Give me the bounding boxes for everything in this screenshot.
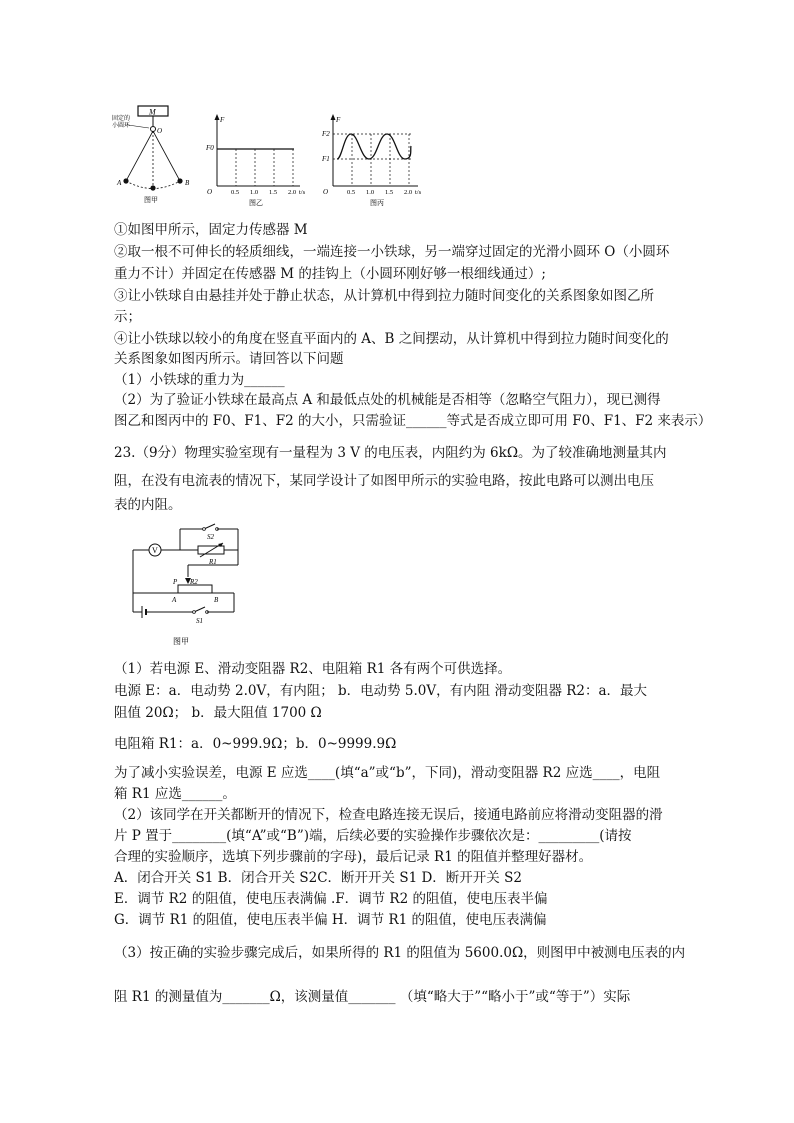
part-1-resistor-box: 电阻箱 R1：a．0~999.9Ω；b．0~9999.9Ω (114, 736, 397, 752)
bing-caption: 图丙 (370, 199, 384, 207)
axis-unit: t/s (299, 189, 306, 196)
b-label: B (214, 596, 219, 604)
yi-origin: O (207, 188, 213, 196)
tick-label: 1.0 (250, 189, 259, 196)
step-3: ③让小铁球自由悬挂并处于静止状态，从计算机中得到拉力随时间变化的关系图象如图乙所 (114, 288, 654, 304)
tick-label: 1.5 (385, 189, 394, 196)
step-options-ef: E．调节 R2 的阻值，使电压表满偏 .F．调节 R2 的阻值，使电压表半偏 (114, 891, 548, 907)
bing-lower-label: F1 (322, 155, 330, 163)
part-2-intro: （2）该同学在开关都断开的情况下，检查电路连接无误后，接通电路前应将滑动变阻器的滑 (114, 807, 663, 823)
ring-label-1: 固定的 (112, 116, 131, 122)
part-2-line-3: 合理的实验顺序，选填下列步骤前的字母)，最后记录 R1 的阻值并整理好器材。 (114, 849, 593, 865)
circuit-caption: 图甲 (173, 637, 189, 646)
bing-origin: O (323, 188, 329, 196)
yi-caption: 图乙 (249, 199, 263, 207)
problem-23-line-2: 阻，在没有电流表的情况下，某同学设计了如图甲所示的实验电路，按此电路可以测出电压 (114, 473, 654, 489)
ring-circle (151, 127, 156, 132)
part-2-line-2: 片 P 置于________(填“A”或“B”)端，后续必要的实验操作步骤依次是：_________(请按 (114, 828, 632, 844)
tick-label: 1.0 (366, 189, 375, 196)
r2-label: R2 (190, 578, 198, 586)
part-1-question: 为了减小实验误差，电源 E 应选____(填“a”或“b”，下同)，滑动变阻器 R2 应选____，电阻 (114, 765, 661, 781)
tick-label: 2.0 (404, 189, 413, 196)
step-options-gh: G．调节 R1 的阻值，使电压表半偏 H．调节 R1 的阻值，使电压表满偏 (114, 912, 547, 928)
part-3-line-1: （3）按正确的实验步骤完成后，如果所得的 R1 的阻值为 5600.0Ω，则图甲中被测电压表的内 (114, 945, 686, 961)
question-1: （1）小铁球的重力为______ (114, 372, 285, 388)
yi-axis-f: F (220, 116, 225, 124)
step-3-cont: 示； (114, 309, 141, 325)
step-4-cont: 关系图象如图丙所示。请回答以下问题 (114, 351, 344, 367)
tick-label: 2.0 (288, 189, 297, 196)
yi-level-label: F0 (206, 144, 214, 152)
graph-yi (202, 112, 307, 207)
bing-wave (337, 134, 411, 159)
step-4: ④让小铁球以较小的角度在竖直平面内的 A、B 之间摆动，从计算机中得到拉力随时间变化的 (114, 331, 669, 347)
r1-label: R1 (209, 558, 217, 566)
pendulum-figure (112, 104, 200, 204)
point-o-label: O (157, 127, 163, 135)
s1-label: S1 (196, 617, 203, 625)
step-2: ②取一根不可伸长的轻质细线，一端连接一小铁球，另一端穿过固定的光滑小圆环 O（小圆环 (114, 244, 670, 260)
ring-label-2: 小圆环 (112, 123, 131, 129)
voltmeter-label: V (152, 546, 158, 555)
point-a-label: A (117, 179, 122, 187)
question-2: （2）为了验证小铁球在最高点 A 和最低点处的机械能是否相等（忽略空气阻力），现已测得 (114, 392, 661, 408)
s2-label: S2 (207, 533, 214, 541)
axis-unit: t/s (415, 189, 422, 196)
bing-upper-label: F2 (322, 130, 330, 138)
step-2-cont: 重力不计）并固定在传感器 M 的挂钩上（小圆环刚好够一根细线通过）; (114, 266, 546, 282)
graph-bing (318, 112, 433, 207)
step-options-ad: A．闭合开关 S1 B．闭合开关 S2C．断开开关 S1 D．断开开关 S2 (114, 870, 522, 886)
part-3-line-2: 阻 R1 的测量值为_______Ω，该测量值_______ （填“略大于”“略小于”或“等于”）实际 (114, 989, 631, 1005)
point-b-label: B (185, 179, 190, 187)
figure-jia-caption: 图甲 (144, 196, 158, 204)
problem-23-line-3: 表的内阻。 (114, 497, 182, 513)
circuit-figure (128, 522, 243, 650)
tick-label: 0.5 (231, 189, 240, 196)
part-1-intro: （1）若电源 E、滑动变阻器 R2、电阻箱 R1 各有两个可供选择。 (114, 661, 512, 677)
part-1-options-a: 电源 E：a．电动势 2.0V，有内阻； b．电动势 5.0V，有内阻 滑动变阻器 R2：a．最大 (114, 683, 648, 699)
problem-23-title: 23.（9分）物理实验室现有一量程为 3 V 的电压表，内阻约为 6kΩ。为了较准确地测量其内 (114, 445, 667, 461)
step-1: ①如图甲所示，固定力传感器 M (114, 222, 308, 238)
part-1-options-b: 阻值 20Ω； b．最大阻值 1700 Ω (114, 705, 322, 721)
question-2-cont: 图乙和图丙中的 F0、F1、F2 的大小，只需验证______等式是否成立即可用 F0、F1、F2 来表示） (114, 413, 712, 429)
tick-label: 0.5 (347, 189, 356, 196)
p-label: P (173, 578, 178, 586)
bing-axis-f: F (336, 116, 341, 124)
part-1-question-cont: 箱 R1 应选______。 (114, 786, 236, 802)
tick-label: 1.5 (269, 189, 278, 196)
a-label: A (172, 596, 177, 604)
sensor-label: M (149, 107, 156, 117)
